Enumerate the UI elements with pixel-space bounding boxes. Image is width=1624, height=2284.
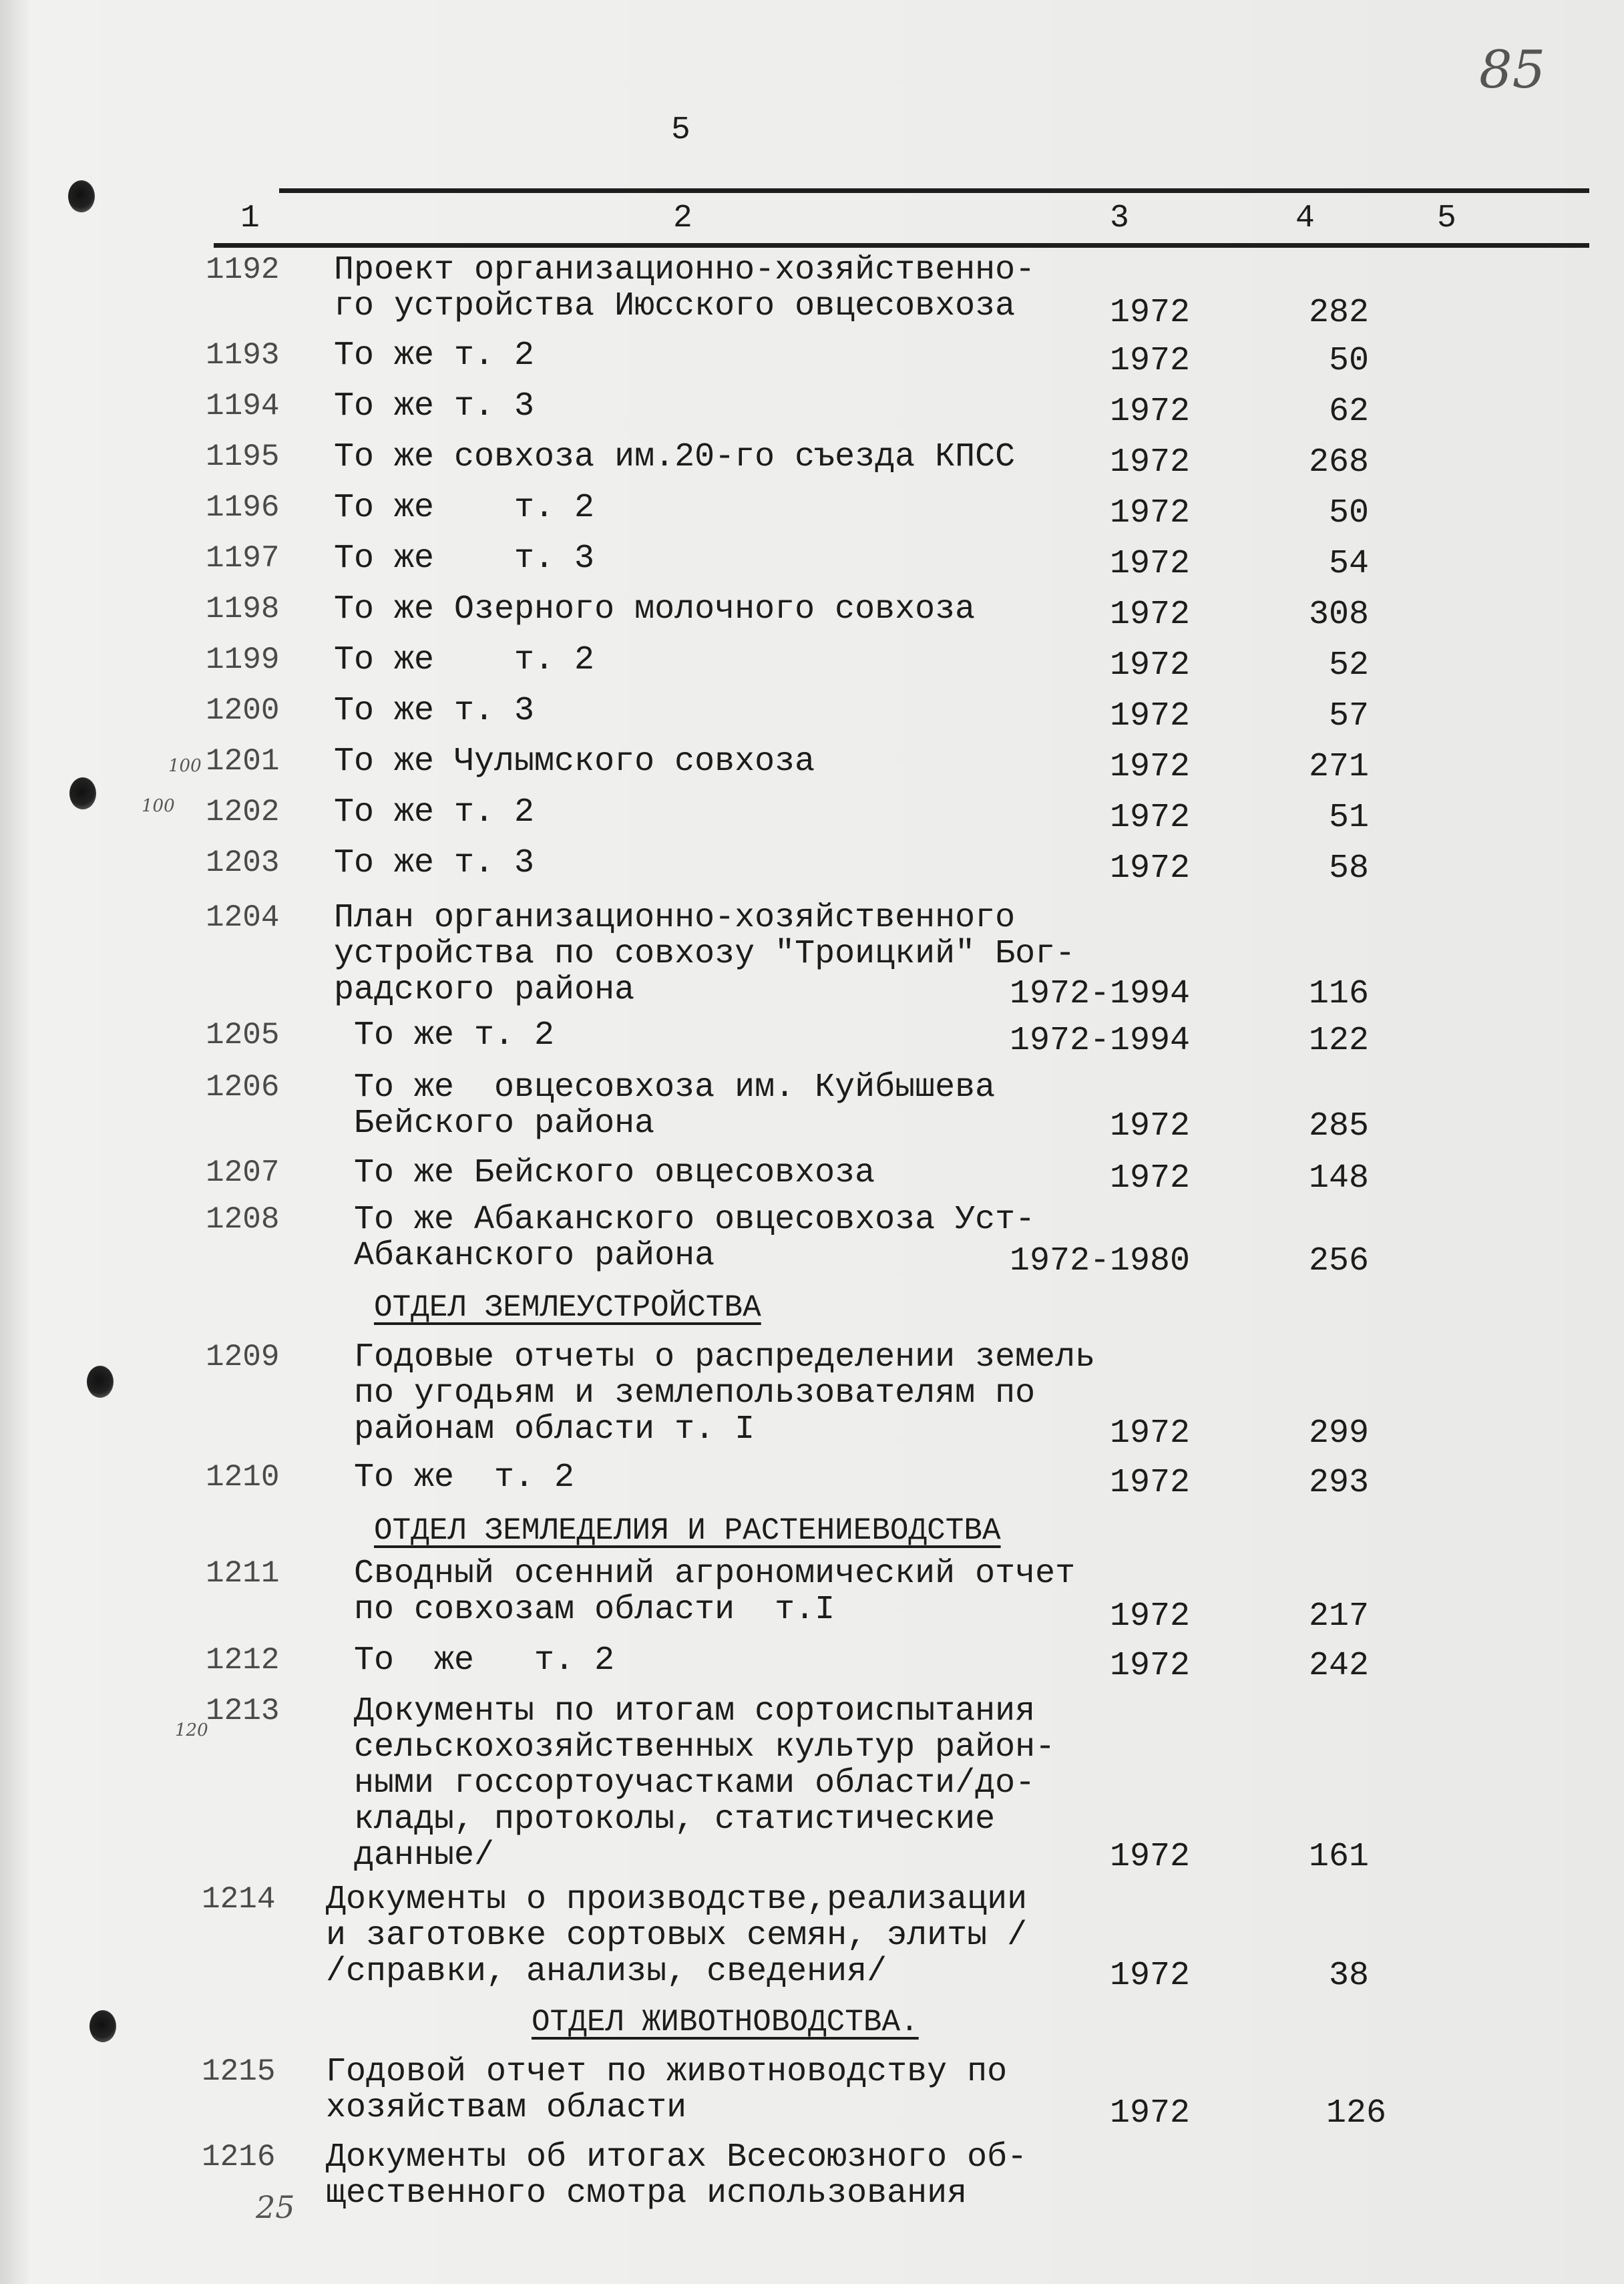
entry-title: Годовые отчеты о распределении земель по угодьям и землепользователям по районам области т. I — [354, 1338, 1096, 1449]
entry-number: 1208 — [206, 1202, 280, 1237]
entry-title: Документы о производстве,реализации и заготовке сортовых семян, элиты / /справки, анализы, сведения/ — [326, 1881, 1028, 1991]
punch-hole — [87, 1366, 114, 1398]
entry-sheet-count: 256 — [1308, 1242, 1369, 1280]
entry-year: 1972 — [1109, 545, 1190, 583]
entry-sheet-count: 122 — [1308, 1022, 1369, 1060]
entry-year: 1972 — [1109, 697, 1190, 735]
entry-year: 1972 — [1109, 342, 1190, 380]
header-rule — [214, 243, 1589, 248]
entry-number: 1203 — [206, 845, 280, 880]
entry-title: Сводный осенний агрономический отчет по совхозам области т.I — [354, 1555, 1076, 1629]
entry-number: 1212 — [206, 1643, 280, 1678]
entry-number: 1211 — [206, 1556, 280, 1591]
entry-year: 1972 — [1109, 596, 1190, 634]
entry-title: То же Абаканского овцесовхоза Уст- Абаканского района — [354, 1201, 1036, 1275]
entry-year: 1972 — [1109, 799, 1190, 837]
entry-title: То же т. 3 — [334, 844, 535, 882]
entry-year: 1972 — [1109, 1107, 1190, 1145]
entry-year: 1972 — [1109, 393, 1190, 431]
entry-title: То же т. 2 — [334, 793, 535, 831]
entry-title: То же т. 2 — [334, 1459, 575, 1497]
column-header-5: 5 — [1437, 200, 1456, 236]
section-heading: ОТДЕЛ ЖИВОТНОВОДСТВА. — [532, 2005, 919, 2040]
entry-number: 1216 — [202, 2140, 276, 2174]
entry-number: 1206 — [206, 1070, 280, 1105]
entry-title: План организационно-хозяйственного устройства по совхозу "Троицкий" Бог- радского района — [334, 899, 1076, 1009]
entry-number: 1200 — [206, 693, 280, 728]
entry-title: То же т. 3 — [334, 387, 535, 425]
entry-title: Документы об итогах Всесоюзного об- щественного смотра использования — [326, 2138, 1028, 2213]
entry-year: 1972 — [1109, 1597, 1190, 1636]
entry-title: То же т. 2 — [334, 489, 595, 527]
entry-year: 1972 — [1109, 443, 1190, 482]
entry-title: То же т. 2 — [334, 641, 595, 679]
entry-title: Документы по итогам сортоиспытания сельскохозяйственных культур район- ными госсортоучастками области/до- клады, протоколы, статистические данные/ — [354, 1692, 1056, 1875]
entry-sheet-count: 50 — [1328, 494, 1369, 532]
entry-sheet-count: 116 — [1308, 975, 1369, 1013]
entry-sheet-count: 217 — [1308, 1597, 1369, 1636]
entry-year: 1972 — [1109, 2094, 1190, 2132]
entry-title: То же т. 3 — [334, 692, 535, 730]
entry-number: 1199 — [206, 642, 280, 677]
entry-title: То же т. 2 — [334, 1642, 615, 1680]
entry-sheet-count: 54 — [1328, 545, 1369, 583]
entry-year: 1972 — [1109, 748, 1190, 786]
entry-sheet-count: 271 — [1308, 748, 1369, 786]
entry-title: То же Бейского овцесовхоза — [334, 1154, 875, 1192]
entry-year: 1972 — [1109, 1957, 1190, 1995]
top-rule — [279, 188, 1589, 193]
entry-title: То же совхоза им.20-го съезда КПСС — [334, 438, 1016, 476]
entry-title: Проект организационно-хозяйственно- го устройства Июсского овцесовхоза — [334, 251, 1036, 325]
entry-sheet-count: 126 — [1326, 2094, 1386, 2132]
margin-mark: 25 — [256, 2189, 295, 2225]
entry-title: То же овцесовхоза им. Куйбышева Бейского района — [354, 1069, 996, 1143]
entry-number: 1213 — [206, 1694, 280, 1728]
entry-sheet-count: 299 — [1308, 1414, 1369, 1453]
entry-number: 1209 — [206, 1340, 280, 1374]
entry-number: 1202 — [206, 795, 280, 829]
entry-year: 1972 — [1109, 494, 1190, 532]
entry-title: То же т. 2 — [334, 337, 535, 375]
column-header-1: 1 — [240, 200, 260, 236]
entry-number: 1194 — [206, 389, 280, 423]
entry-sheet-count: 242 — [1308, 1647, 1369, 1685]
entry-number: 1192 — [206, 252, 280, 287]
entry-sheet-count: 50 — [1328, 342, 1369, 380]
entry-year: 1972 — [1109, 1647, 1190, 1685]
entry-sheet-count: 282 — [1308, 294, 1369, 332]
entry-title: То же Чулымского совхоза — [334, 743, 815, 781]
entry-year: 1972-1994 — [1009, 1022, 1190, 1060]
entry-number: 1207 — [206, 1155, 280, 1190]
entry-sheet-count: 38 — [1328, 1957, 1369, 1995]
entry-year: 1972-1994 — [1009, 975, 1190, 1013]
entry-number: 1193 — [206, 338, 280, 373]
entry-number: 1215 — [202, 2054, 276, 2089]
entry-number: 1214 — [202, 1882, 276, 1917]
entry-sheet-count: 58 — [1328, 849, 1369, 888]
entry-sheet-count: 161 — [1308, 1838, 1369, 1876]
entry-year: 1972 — [1109, 849, 1190, 888]
entry-year: 1972 — [1109, 1838, 1190, 1876]
margin-mark: 100 — [168, 756, 202, 776]
entry-number: 1210 — [206, 1460, 280, 1495]
entry-title: То же т. 3 — [334, 540, 595, 578]
sheet-number-handwritten: 85 — [1479, 40, 1546, 100]
column-header-4: 4 — [1295, 200, 1315, 236]
entry-year: 1972 — [1109, 1464, 1190, 1502]
entry-sheet-count: 148 — [1308, 1159, 1369, 1197]
entry-number: 1204 — [206, 900, 280, 935]
section-heading: ОТДЕЛ ЗЕМЛЕУСТРОЙСТВА — [374, 1290, 761, 1325]
entry-year: 1972 — [1109, 1414, 1190, 1453]
margin-mark: 100 — [142, 796, 175, 816]
entry-title: То же т. 2 — [334, 1016, 555, 1055]
entry-title: Годовой отчет по животноводству по хозяйствам области — [326, 2053, 1008, 2127]
section-heading: ОТДЕЛ ЗЕМЛЕДЕЛИЯ И РАСТЕНИЕВОДСТВА — [374, 1513, 1001, 1548]
entry-sheet-count: 308 — [1308, 596, 1369, 634]
punch-hole — [89, 2010, 116, 2042]
punch-hole — [68, 180, 95, 212]
entry-sheet-count: 62 — [1328, 393, 1369, 431]
entry-sheet-count: 51 — [1328, 799, 1369, 837]
entry-number: 1201 — [206, 744, 280, 779]
entry-number: 1195 — [206, 439, 280, 474]
column-header-3: 3 — [1110, 200, 1129, 236]
entry-year: 1972 — [1109, 646, 1190, 685]
column-header-2: 2 — [673, 200, 692, 236]
entry-number: 1205 — [206, 1018, 280, 1053]
entry-sheet-count: 52 — [1328, 646, 1369, 685]
entry-number: 1197 — [206, 541, 280, 576]
entry-title: То же Озерного молочного совхоза — [334, 590, 976, 628]
entry-sheet-count: 293 — [1308, 1464, 1369, 1502]
entry-sheet-count: 57 — [1328, 697, 1369, 735]
page-number: 5 — [671, 112, 690, 148]
entry-sheet-count: 285 — [1308, 1107, 1369, 1145]
entry-number: 1196 — [206, 490, 280, 525]
entry-sheet-count: 268 — [1308, 443, 1369, 482]
margin-mark: 120 — [175, 1720, 208, 1740]
punch-hole — [69, 777, 96, 809]
entry-number: 1198 — [206, 592, 280, 626]
entry-year: 1972-1980 — [1009, 1242, 1190, 1280]
entry-year: 1972 — [1109, 294, 1190, 332]
entry-year: 1972 — [1109, 1159, 1190, 1197]
